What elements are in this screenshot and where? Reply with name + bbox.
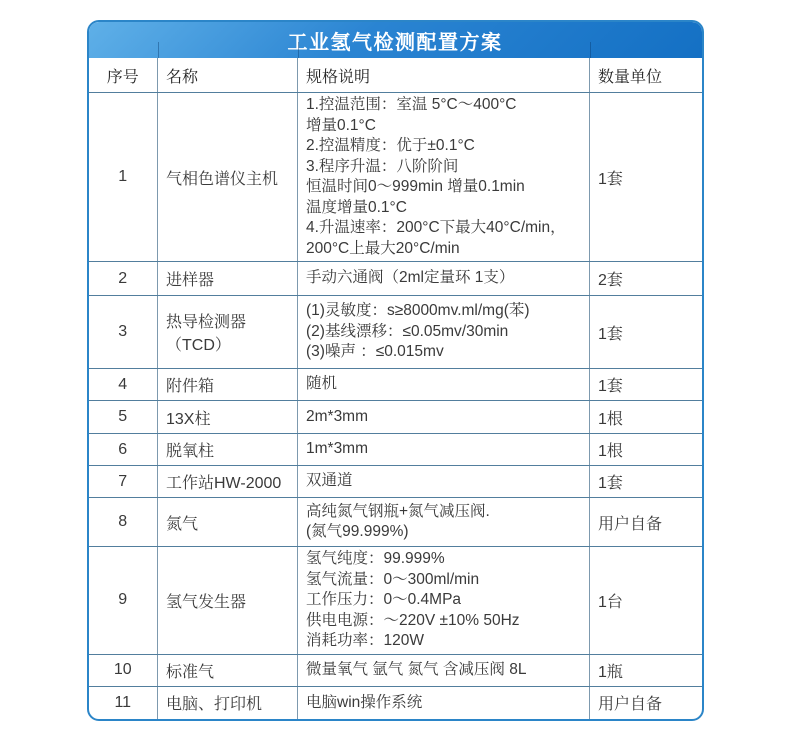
row-spec-cell: 2m*3mm (298, 401, 590, 434)
row-qty-cell: 用户自备 (590, 498, 702, 547)
row-name-cell: 标准气 (158, 654, 298, 686)
row-serial-cell: 10 (89, 654, 158, 686)
title-column-divider (298, 42, 299, 58)
header-serial-number: 序号 (89, 58, 158, 93)
row-spec-cell: 氢气纯度：99.999% 氢气流量：0～300ml/min 工作压力：0～0.4MPa 供电电源：～220V ±10% 50Hz 消耗功率：120W (298, 547, 590, 655)
row-name-cell: 氢气发生器 (158, 547, 298, 655)
row-name-cell: 附件箱 (158, 369, 298, 401)
table-row (89, 401, 702, 434)
row-spec-cell: 随机 (298, 369, 590, 401)
row-qty-cell: 1套 (590, 296, 702, 369)
row-serial-cell: 3 (89, 296, 158, 369)
row-qty-cell: 1台 (590, 547, 702, 655)
row-spec-cell: 高纯氮气钢瓶+氮气减压阀. (氮气99.999%) (298, 498, 590, 547)
row-name-cell: 工作站HW-2000 (158, 466, 298, 498)
row-spec-cell: 电脑win操作系统 (298, 686, 590, 719)
row-qty-cell: 用户自备 (590, 686, 702, 719)
row-serial-cell: 9 (89, 547, 158, 655)
table-row (89, 686, 702, 719)
row-spec-cell: 1.控温范围：室温 5°C～400°C 增量0.1°C 2.控温精度：优于±0.1°C 3.程序升温：八阶阶间 恒温时间0～999min 增量0.1min 温度增量0.1°C 4.升温速率：200°C下最大40°C/min， 200°C上最大20°C/min (298, 93, 590, 262)
table-row (89, 296, 702, 369)
row-qty-cell: 1套 (590, 93, 702, 262)
row-spec-cell: 手动六通阀（2ml定量环 1支） (298, 262, 590, 296)
row-spec-cell: 微量氧气 氩气 氮气 含减压阀 8L (298, 654, 590, 686)
title-column-divider (590, 42, 591, 58)
page-title: 工业氢气检测配置方案 (287, 31, 503, 54)
row-name-cell: 氮气 (158, 498, 298, 547)
table-row (89, 498, 702, 547)
row-serial-cell: 5 (89, 401, 158, 434)
table-row (89, 369, 702, 401)
row-qty-cell: 1套 (590, 466, 702, 498)
row-serial-cell: 2 (89, 262, 158, 296)
row-serial-cell: 8 (89, 498, 158, 547)
config-table (89, 58, 702, 719)
row-spec-cell: (1)灵敏度：s≥8000mv.ml/mg(苯) (2)基线漂移：≤0.05mv/30min (3)噪声 ：≤0.015mv (298, 296, 590, 369)
row-name-cell: 13X柱 (158, 401, 298, 434)
row-serial-cell: 11 (89, 686, 158, 719)
row-spec-cell: 双通道 (298, 466, 590, 498)
header-name: 名称 (158, 58, 298, 93)
row-serial-cell: 7 (89, 466, 158, 498)
table-header-row (89, 58, 702, 93)
row-name-cell: 进样器 (158, 262, 298, 296)
table-title-band (89, 22, 702, 58)
table-row (89, 93, 702, 262)
row-name-cell: 热导检测器（TCD） (158, 296, 298, 369)
row-qty-cell: 1根 (590, 401, 702, 434)
row-qty-cell: 1套 (590, 369, 702, 401)
row-serial-cell: 1 (89, 93, 158, 262)
header-specification: 规格说明 (298, 58, 590, 93)
table-row (89, 434, 702, 466)
table-row (89, 466, 702, 498)
table-row (89, 262, 702, 296)
row-name-cell: 气相色谱仪主机 (158, 93, 298, 262)
row-spec-cell: 1m*3mm (298, 434, 590, 466)
row-serial-cell: 4 (89, 369, 158, 401)
row-qty-cell: 1瓶 (590, 654, 702, 686)
row-qty-cell: 1根 (590, 434, 702, 466)
title-column-divider (158, 42, 159, 58)
row-qty-cell: 2套 (590, 262, 702, 296)
row-name-cell: 脱氧柱 (158, 434, 298, 466)
config-table-panel (87, 20, 704, 721)
table-row (89, 547, 702, 655)
header-quantity-unit: 数量单位 (590, 58, 702, 93)
row-serial-cell: 6 (89, 434, 158, 466)
row-name-cell: 电脑、打印机 (158, 686, 298, 719)
table-row (89, 654, 702, 686)
